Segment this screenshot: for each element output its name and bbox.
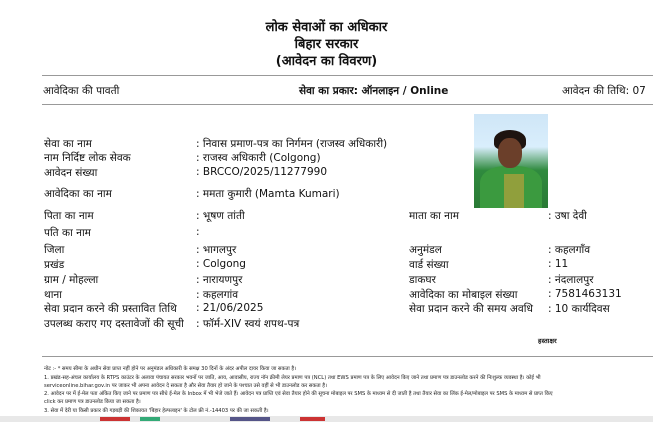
service-name-value: : निवास प्रमाण-पत्र का निर्गमन (राजस्व अधिकारी) — [196, 138, 388, 150]
postoffice-label: डाकघर — [409, 274, 436, 286]
applicant-name-value: : ममता कुमारी (Mamta Kumari) — [196, 188, 340, 200]
note-2-line1: 2. आवेदन पर में ई-मेल पता अंकित किए जाने पर प्रमाण पत्र सीधे ई-मेल के Inbox में भी भेजे जाते हैं। आवेदन पत्र प्राप्ति एवं सेवा तैयार होने की सूचना मोबाइल पर SMS के माध्यम से दी जाती है तथा तैयार सेवा का लिंक ई-मेल/मोबाइल पर SMS के माध्यम से प्राप्त किए — [44, 391, 553, 397]
mother-name-value: : उषा देवी — [548, 210, 587, 222]
proposed-date-value: : 21/06/2025 — [196, 302, 264, 314]
receipt-label: आवेदिका की पावती — [43, 85, 120, 97]
block-value: : Colgong — [196, 258, 246, 270]
mobile-value: : 7581463131 — [548, 288, 622, 300]
subdivision-label: अनुमंडल — [409, 244, 442, 256]
proposed-date-label: सेवा प्रदान करने की प्रस्तावित तिथि — [44, 303, 177, 315]
mobile-label: आवेदिका का मोबाइल संख्या — [409, 289, 518, 301]
note-1-line1: 1. प्रखंड-सह-अंचल कार्यालय के RTPS काउंटर के अलावा पंचायत सरकार भवनों पर जाति, आय, आवासीय, राज्य नॉन क्रीमी लेयर प्रमाण पत्र (NCL) तथा EWS प्रमाण पत्र के लिए आवेदन किए जाने तथा प्रमाण पत्र डाउनलोड करने की निःशुल्क व्यवस्था है। कोई भी — [44, 375, 541, 381]
divider-top — [42, 75, 653, 76]
district-value: : भागलपुर — [196, 244, 237, 256]
husband-name-label: पति का नाम — [44, 227, 91, 239]
subdivision-value: : कहलगाँव — [548, 244, 591, 256]
note-3-helpline: 3. सेवा में देरी या किसी प्रकार की गड़बड़ी की शिकायत 'बिहार हेल्पलाइन' के टोल फ्री नं.-14403 पर की जा सकती है। — [44, 408, 269, 414]
header-subtitle: (आवेदन का विवरण) — [275, 54, 378, 69]
header-title: लोक सेवाओं का अधिकार — [265, 20, 388, 35]
header-government: बिहार सरकार — [294, 37, 359, 52]
village-label: ग्राम / मोहल्ला — [44, 274, 99, 286]
father-name-label: पिता का नाम — [44, 210, 94, 222]
note-2-line2: click कर प्रमाण पत्र डाउनलोड किया जा सकता है। — [44, 399, 141, 405]
time-limit-value: : 10 कार्यदिवस — [548, 303, 610, 315]
block-label: प्रखंड — [44, 259, 65, 271]
thana-value: : कहलगांव — [196, 289, 239, 301]
mother-name-label: माता का नाम — [409, 210, 459, 222]
thana-label: थाना — [44, 289, 62, 301]
time-limit-label: सेवा प्रदान करने की समय अवधि — [409, 303, 533, 315]
applicant-name-label: आवेदिका का नाम — [44, 188, 112, 200]
ward-value: : 11 — [548, 258, 569, 270]
documents-label: उपलब्ध कराए गए दस्तावेजों की सूची — [44, 318, 184, 330]
service-type: सेवा का प्रकार: ऑनलाइन / Online — [299, 85, 449, 97]
application-number-label: आवेदन संख्या — [44, 167, 98, 179]
village-value: : नारायणपुर — [196, 274, 243, 286]
signature-label: हस्ताक्षर — [538, 337, 557, 345]
service-name-label: सेवा का नाम — [44, 138, 92, 150]
application-number-value: : BRCCO/2025/11277990 — [196, 166, 328, 178]
note-appeal: नोट :- * समय सीमा के अधीन सेवा प्राप्त नहीं होने पर अनुमंडल अधिकारी के समक्ष 30 दिनों के अंदर अपील दायर किया जा सकता है। — [44, 366, 297, 372]
husband-name-value: : — [196, 226, 200, 238]
officer-label: नाम निर्दिष्ट लोक सेवक — [44, 152, 131, 164]
documents-value: : फॉर्म-XIV स्वयं शपथ-पत्र — [196, 318, 300, 330]
father-name-value: : भूषण तांती — [196, 210, 245, 222]
district-label: जिला — [44, 244, 65, 256]
divider-bar — [42, 104, 653, 105]
applicant-photo — [474, 114, 548, 208]
bottom-scan-strip — [0, 416, 653, 422]
postoffice-value: : नंदलालपुर — [548, 274, 594, 286]
note-1-line2: serviceonline.bihar.gov.in पर जाकर भी अपना आवेदन दे सकता है और सेवा तैयार हो जाने के पश्चात उसे वहीं से भी डाउनलोड कर सकता है। — [44, 383, 328, 389]
ward-label: वार्ड संख्या — [409, 259, 449, 271]
divider-notes — [42, 356, 653, 357]
officer-value: : राजस्व अधिकारी (Colgong) — [196, 152, 321, 164]
application-date: आवेदन की तिथि: 07 — [562, 85, 646, 97]
